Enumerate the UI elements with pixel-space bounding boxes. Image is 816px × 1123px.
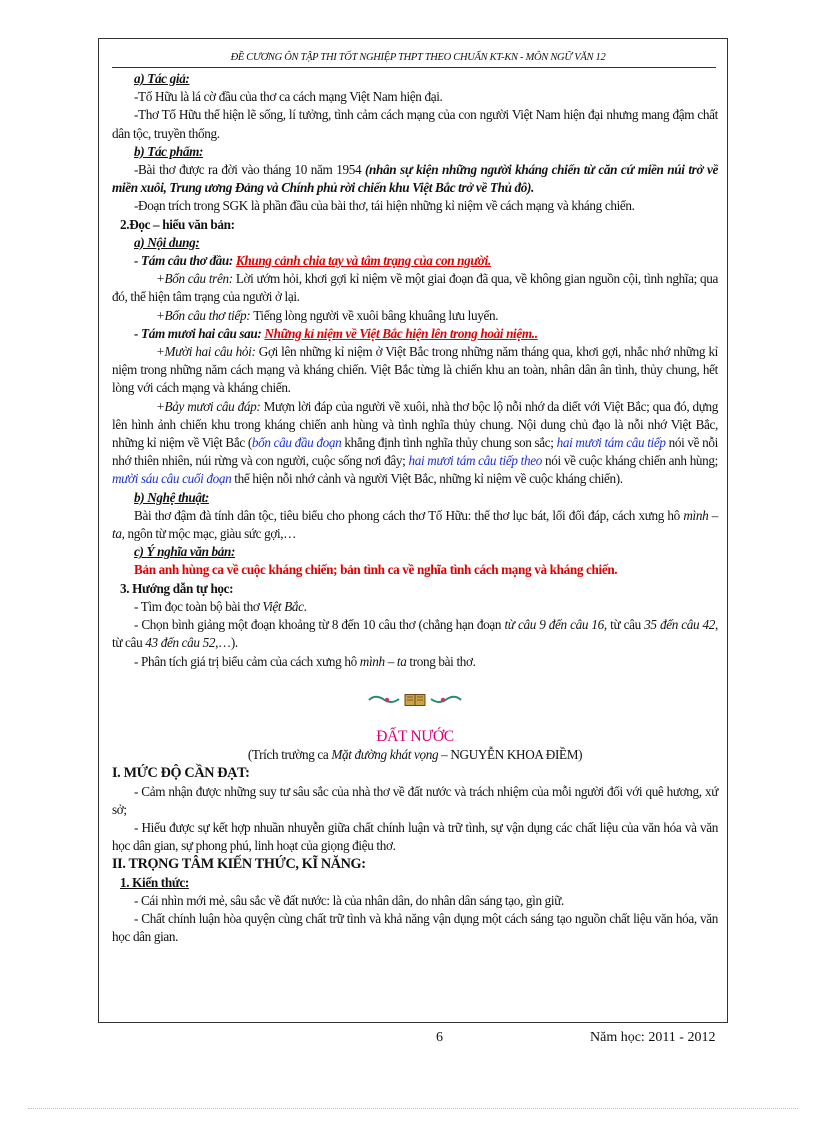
heading-muc-do: I. MỨC ĐỘ CẦN ĐẠT:	[112, 765, 250, 782]
heading-tac-pham: b) Tác phẩm:	[134, 143, 204, 159]
paragraph: - Tìm đọc toàn bộ bài thơ Việt Bắc.	[134, 598, 307, 614]
paragraph: +Mười hai câu hỏi: Gợi lên những kỉ niệm ở Việt Bắc trong những năm tháng qua, khơi gợi, nhắc nhớ những kỉ niệm trong những năm cách mạng và kháng chiến. Việt Bắc từng là chiến khu an toàn, nhân dân ân tình, thủy chung, hết lòng với cách mạng và kháng chiến.	[112, 344, 718, 396]
heading-y-nghia: c) Ý nghĩa văn bản:	[134, 544, 236, 560]
paragraph: - Cảm nhận được những suy tư sâu sắc của nhà thơ về đất nước và trách nhiệm của mỗi người đối với quê hương, xứ sở;	[112, 783, 718, 817]
paragraph: - Tám câu thơ đầu: Khung cảnh chia tay và tâm trạng của con người.	[134, 253, 491, 269]
poem-title: ĐẤT NƯỚC	[376, 727, 454, 745]
paragraph: - Phân tích giá trị biểu cảm của cách xưng hô mình – ta trong bài thơ.	[134, 653, 476, 669]
heading-trong-tam: II. TRỌNG TÂM KIẾN THỨC, KĨ NĂNG:	[112, 856, 366, 873]
section-ornament	[112, 693, 718, 712]
paragraph: - Chất chính luận hòa quyện cùng chất trữ tình và khả năng vận dụng một cách sáng tạo nguồn chất liệu văn hóa, văn học dân gian.	[112, 910, 718, 945]
paragraph: Bản anh hùng ca về cuộc kháng chiến; bản tình ca về nghĩa tình cách mạng và kháng chiến.	[134, 562, 618, 578]
page-bottom-rule	[28, 1108, 798, 1109]
paragraph: -Thơ Tố Hữu thể hiện lẽ sống, lí tưởng, tình cảm cách mạng của con người Việt Nam hiện đại nhưng mang đậm chất dân tộc, truyền thống.	[112, 107, 718, 141]
paragraph: - Tám mươi hai câu sau: Những kỉ niệm về Việt Bắc hiện lên trong hoài niệm..	[134, 325, 538, 341]
heading-kien-thuc: 1. Kiến thức:	[120, 874, 189, 890]
paragraph: - Hiểu được sự kết hợp nhuần nhuyễn giữa chất chính luận và trữ tình, sự vận dụng các chất liệu của văn hóa và văn học dân gian, sự phong phú, linh hoạt của giọng điệu thơ.	[112, 819, 718, 854]
page-number: 6	[436, 1030, 443, 1045]
document-body	[112, 70, 718, 946]
book-ornament-icon	[367, 693, 463, 712]
heading-huong-dan: 3. Hướng dẫn tự học:	[120, 580, 234, 596]
paragraph: -Bài thơ được ra đời vào tháng 10 năm 1954 (nhân sự kiện những người kháng chiến từ căn cứ miền núi trở về miền xuôi, Trung ương Đảng và Chính phủ rời chiến khu Việt Bắc trở về Thủ đô).	[112, 162, 718, 196]
paragraph: Bài thơ đậm đà tính dân tộc, tiêu biểu cho phong cách thơ Tố Hữu: thể thơ lục bát, lối đối đáp, cách xưng hô mình – ta, ngôn từ mộc mạc, giàu sức gợi,…	[112, 507, 719, 542]
header-rule	[112, 67, 716, 68]
paragraph: -Tố Hữu là lá cờ đầu của thơ ca cách mạng Việt Nam hiện đại.	[134, 89, 443, 105]
heading-noi-dung: a) Nội dung:	[134, 234, 200, 250]
heading-tac-gia: a) Tác giả:	[134, 71, 190, 86]
heading-doc-hieu: 2.Đọc – hiểu văn bản:	[120, 216, 235, 232]
page-header: ĐỀ CƯƠNG ÔN TẬP THI TỐT NGHIỆP THPT THEO CHUẨN KT-KN - MÔN NGỮ VĂN 12	[230, 52, 606, 63]
paragraph: +Bốn câu trên: Lời ướm hỏi, khơi gợi kỉ niệm về một giai đoạn đã qua, về không gian nguồn cội, tình nghĩa; qua đó, thể hiện tâm trạng của người ở lại.	[112, 271, 718, 305]
paragraph: +Bảy mươi câu đáp: Mượn lời đáp của người về xuôi, nhà thơ bộc lộ nỗi nhớ da diết với Việt Bắc; qua đó, dựng lên hình ảnh chiến khu trong kháng chiến anh hùng và tình nghĩa thủy chung. Nội dung chủ đạo là nỗi nhớ Việt Bắc, những kỉ niệm về Việt Bắc (bốn câu đầu đoạn khẳng định tình nghĩa thủy chung son sắc; hai mươi tám câu tiếp nói về nỗi nhớ thiên nhiên, núi rừng và con người, cuộc sống nơi đây; hai mươi tám câu tiếp theo nói về cuộc kháng chiến anh hùng; mười sáu câu cuối đoạn thể hiện nỗi nhớ cảnh và người Việt Bắc, những kỉ niệm về cuộc kháng chiến).	[112, 398, 718, 487]
heading-nghe-thuat: b) Nghệ thuật:	[134, 489, 209, 505]
poem-subtitle: (Trích trường ca Mặt đường khát vọng – NGUYỄN KHOA ĐIỀM)	[247, 747, 583, 763]
school-year: Năm học: 2011 - 2012	[590, 1030, 716, 1045]
paragraph: -Đoạn trích trong SGK là phần đầu của bài thơ, tái hiện những kỉ niệm về cách mạng và kháng chiến.	[134, 198, 635, 214]
paragraph: +Bốn câu thơ tiếp: Tiếng lòng người về xuôi bâng khuâng lưu luyến.	[156, 307, 499, 323]
paragraph: - Chọn bình giảng một đoạn khoảng từ 8 đến 10 câu thơ (chẳng hạn đoạn từ câu 9 đến câu 16, từ câu 35 đến câu 42, từ câu 43 đến câu 52,…).	[112, 617, 718, 651]
paragraph: - Cái nhìn mới mẻ, sâu sắc về đất nước: là của nhân dân, do nhân dân sáng tạo, gìn giữ.	[134, 892, 564, 908]
